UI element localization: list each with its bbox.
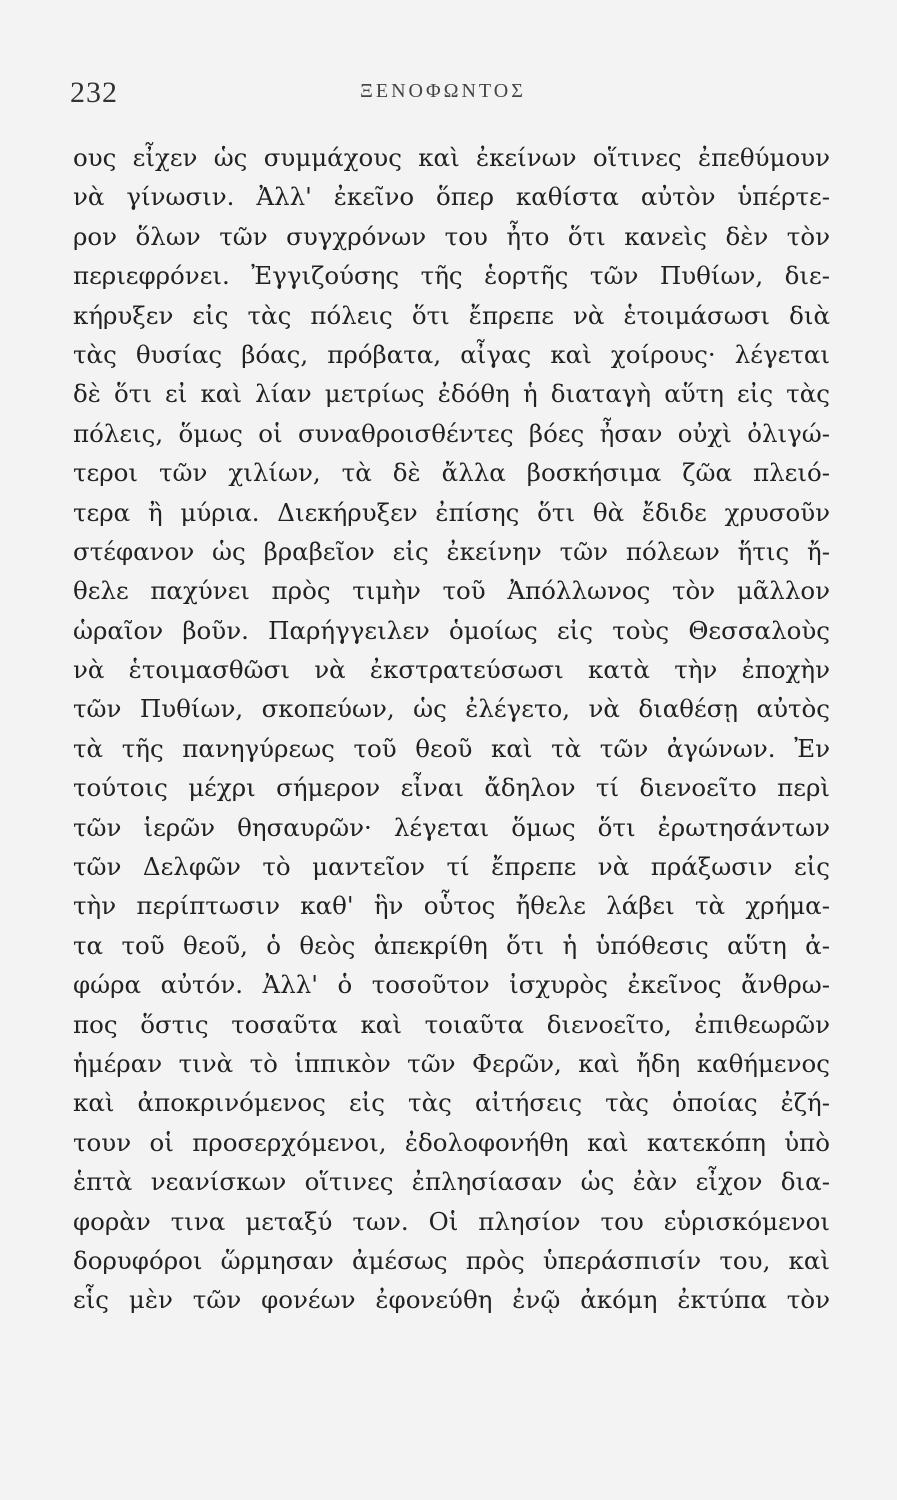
text-line: τὰς θυσίας βόας, πρόβατα, αἶγας καὶ χοίρους· λέγεται [73,339,830,369]
text-line: θελε παχύνει πρὸς τιμὴν τοῦ Ἀπόλλωνος τὸν μᾶλλον [73,576,830,606]
text-line: τὰ τῆς πανηγύρεως τοῦ θεοῦ καὶ τὰ τῶν ἀγώνων. Ἐν [73,733,830,763]
text-line: ὡραῖον βοῦν. Παρήγγειλεν ὁμοίως εἰς τοὺς Θεσσαλοὺς [73,615,830,645]
text-line: δὲ ὅτι εἰ καὶ λίαν μετρίως ἐδόθη ἡ διαταγὴ αὕτη εἰς τὰς [73,379,830,409]
text-line: τουν οἱ προσερχόμενοι, ἐδολοφονήθη καὶ κατεκόπη ὑπὸ [73,1127,830,1157]
text-line: τα τοῦ θεοῦ, ὁ θεὸς ἀπεκρίθη ὅτι ἡ ὑπόθεσις αὕτη ἀ- [73,930,830,960]
text-line: τερα ἢ μύρια. Διεκήρυξεν ἐπίσης ὅτι θὰ ἔδιδε χρυσοῦν [73,497,830,527]
text-line: φώρα αὐτόν. Ἀλλ' ὁ τοσοῦτον ἰσχυρὸς ἐκεῖνος ἄνθρω- [73,970,830,1000]
body-text [73,138,830,1320]
text-line: πος ὅστις τοσαῦτα καὶ τοιαῦτα διενοεῖτο, ἐπιθεωρῶν [73,1009,830,1039]
text-line: νὰ γίνωσιν. Ἀλλ' ἐκεῖνο ὅπερ καθίστα αὐτὸν ὑπέρτε- [73,182,830,212]
text-line: ἑπτὰ νεανίσκων οἵτινες ἐπλησίασαν ὡς ἐὰν εἶχον δια- [73,1167,830,1197]
text-line: περιεφρόνει. Ἐγγιζούσης τῆς ἑορτῆς τῶν Πυθίων, διε- [73,261,830,291]
running-head: ΞΕΝΟΦΩΝΤΟΣ [360,80,526,102]
text-line: τῶν Δελφῶν τὸ μαντεῖον τί ἔπρεπε νὰ πράξωσιν εἰς [73,852,830,882]
text-line: κήρυξεν εἰς τὰς πόλεις ὅτι ἔπρεπε νὰ ἑτοιμάσωσι διὰ [73,300,830,330]
text-line: φορὰν τινα μεταξύ των. Οἱ πλησίον του εὑρισκόμενοι [73,1206,830,1236]
text-line: δορυφόροι ὥρμησαν ἀμέσως πρὸς ὑπεράσπισίν του, καὶ [73,1245,830,1275]
text-line: πόλεις, ὅμως οἱ συναθροισθέντες βόες ἦσαν οὐχὶ ὀλιγώ- [73,418,830,448]
text-line: ους εἶχεν ὡς συμμάχους καὶ ἐκείνων οἵτινες ἐπεθύμουν [73,143,830,172]
page-number: 232 [70,76,118,109]
text-line: εἷς μὲν τῶν φονέων ἐφονεύθη ἐνῷ ἀκόμη ἐκτύπα τὸν [73,1285,830,1315]
text-line: τούτοις μέχρι σήμερον εἶναι ἄδηλον τί διενοεῖτο περὶ [73,773,830,803]
text-line: τεροι τῶν χιλίων, τὰ δὲ ἄλλα βοσκήσιμα ζῶα πλειό- [73,458,830,488]
text-line: καὶ ἀποκρινόμενος εἰς τὰς αἰτήσεις τὰς ὁποίας ἐζή- [73,1088,830,1118]
text-line: ἡμέραν τινὰ τὸ ἱππικὸν τῶν Φερῶν, καὶ ἤδη καθήμενος [73,1048,830,1078]
text-line: ρον ὅλων τῶν συγχρόνων του ἦτο ὅτι κανεὶς δὲν τὸν [73,221,830,251]
text-line: τῶν Πυθίων, σκοπεύων, ὡς ἐλέγετο, νὰ διαθέσῃ αὐτὸς [73,694,830,724]
text-line: τῶν ἱερῶν θησαυρῶν· λέγεται ὅμως ὅτι ἐρωτησάντων [73,812,830,842]
text-line: νὰ ἑτοιμασθῶσι νὰ ἐκστρατεύσωσι κατὰ τὴν ἐποχὴν [73,655,830,685]
text-line: τὴν περίπτωσιν καθ' ἣν οὗτος ἤθελε λάβει τὰ χρήμα- [73,891,830,921]
text-line: στέφανον ὡς βραβεῖον εἰς ἐκείνην τῶν πόλεων ἥτις ἤ- [73,536,830,566]
